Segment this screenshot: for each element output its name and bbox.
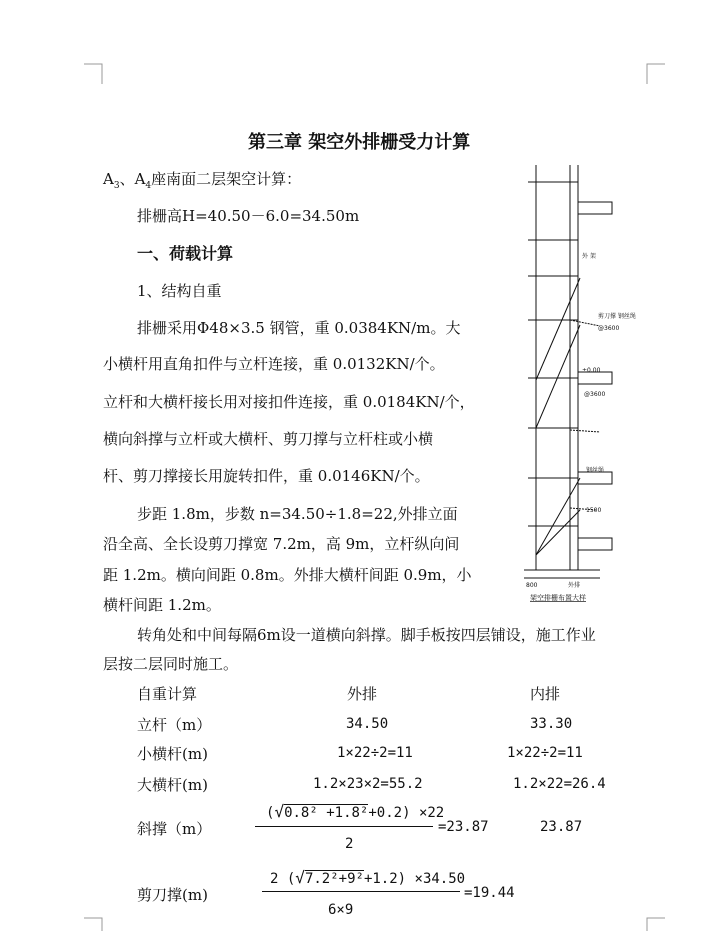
table-row-outer: 1×22÷2=11 bbox=[337, 745, 413, 761]
brace-denominator: 2 bbox=[345, 836, 354, 852]
brace-numerator: (√0.8² +1.8²+0.2) ×22 bbox=[266, 802, 445, 821]
paragraph2-line: 步距 1.8m，步数 n=34.50÷1.8=22,外排立面 bbox=[137, 505, 458, 523]
figure-label: 外排 bbox=[568, 582, 581, 589]
table-row-outer: 1.2×23×2=55.2 bbox=[313, 776, 423, 792]
section-heading: 一、荷载计算 bbox=[137, 244, 234, 263]
brace-inner-value: 23.87 bbox=[540, 819, 583, 835]
paragraph1-line: 排栅采用Φ48×3.5 钢管，重 0.0384KN/m。大 bbox=[137, 319, 461, 337]
figure-label: 钢丝绳 bbox=[586, 467, 605, 474]
figure-label: 外 架 bbox=[582, 253, 596, 260]
table-header-label: 自重计算 bbox=[137, 685, 198, 703]
scissor-outer-result: =19.44 bbox=[464, 885, 515, 901]
figure-label: 800 bbox=[526, 582, 538, 589]
figure-label: ±0.00 bbox=[582, 367, 601, 374]
paragraph1-line: 立杆和大横杆接长用对接扣件连接，重 0.0184KN/个， bbox=[103, 393, 475, 411]
paragraph1-line: 横向斜撑与立杆或大横杆、剪刀撑与立杆柱或小横 bbox=[103, 430, 434, 448]
table-row-label: 立杆（m） bbox=[137, 716, 212, 734]
table-row-label: 大横杆(m) bbox=[137, 776, 208, 794]
paragraph1-line: 小横杆用直角扣件与立杆连接，重 0.0132KN/个。 bbox=[103, 355, 445, 373]
paragraph3-line: 转角处和中间每隔6m设一道横向斜撑。脚手板按四层铺设，施工作业 bbox=[137, 626, 596, 644]
figure-label: @3600 bbox=[584, 391, 606, 398]
page-title: 第三章 架空外排栅受力计算 bbox=[248, 132, 471, 153]
table-header-inner: 内排 bbox=[530, 685, 561, 703]
paragraph2-line: 横杆间距 1.2m。 bbox=[103, 596, 221, 614]
paragraph2-line: 沿全高、全长设剪刀撑宽 7.2m，高 9m，立杆纵向间 bbox=[103, 535, 460, 553]
figure-caption: 架空排栅布置大样 bbox=[530, 594, 586, 602]
table-row-outer: 34.50 bbox=[346, 716, 389, 732]
figure-label: 剪刀撑 钢丝绳 bbox=[598, 313, 636, 320]
figure-label: 1500 bbox=[586, 507, 602, 514]
table-row-inner: 33.30 bbox=[530, 716, 573, 732]
table-row-label: 小横杆(m) bbox=[137, 745, 208, 763]
paragraph3-line: 层按二层同时施工。 bbox=[103, 655, 239, 673]
height-line: 排栅高H=40.50－6.0=34.50m bbox=[137, 207, 360, 225]
scissor-numerator: 2 (√7.2²+9²+1.2) ×34.50 bbox=[270, 868, 466, 887]
scissor-fraction-bar bbox=[262, 891, 460, 892]
scissor-denominator: 6×9 bbox=[328, 902, 354, 918]
paragraph2-line: 距 1.2m。横向间距 0.8m。外排大横杆间距 0.9m，小 bbox=[103, 566, 472, 584]
scissor-label: 剪刀撑(m) bbox=[137, 886, 208, 904]
intro-line: $A_3$、$A_4$座南面二层架空计算： bbox=[103, 170, 302, 191]
brace-fraction-bar bbox=[255, 826, 433, 827]
table-row-inner: 1.2×22=26.4 bbox=[513, 776, 606, 792]
brace-label: 斜撑（m） bbox=[137, 820, 212, 838]
table-header-outer: 外排 bbox=[347, 685, 378, 703]
table-row-inner: 1×22÷2=11 bbox=[507, 745, 583, 761]
brace-outer-result: =23.87 bbox=[438, 819, 489, 835]
subsection-heading: 1、结构自重 bbox=[137, 282, 222, 300]
scaffold-figure bbox=[520, 160, 650, 605]
figure-label: @3600 bbox=[598, 325, 620, 332]
paragraph1-line: 杆、剪刀撑接长用旋转扣件，重 0.0146KN/个。 bbox=[103, 467, 430, 485]
